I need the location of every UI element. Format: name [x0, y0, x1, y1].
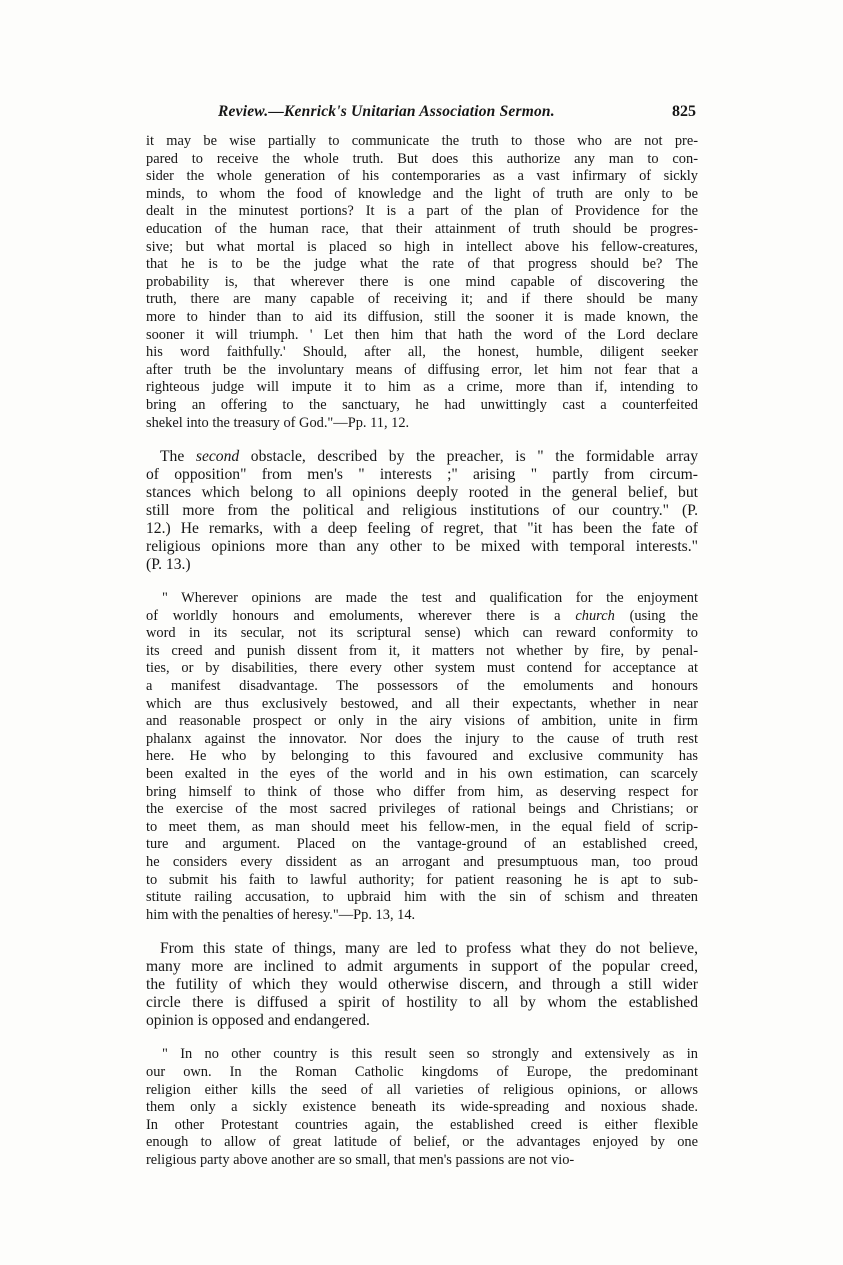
- text-line: enough to allow of great latitude of belief, or the advantages enjoyed by one: [146, 1134, 698, 1151]
- text-line: the exercise of the most sacred privileges of rational beings and Christians; or: [146, 801, 698, 818]
- text-line: religion either kills the seed of all varieties of religious opinions, or allows: [146, 1081, 698, 1098]
- text-line: religious party above another are so small, that men's passions are not vio-: [146, 1151, 575, 1168]
- text-line: after truth be the involuntary means of diffusing error, let him not fear that a: [146, 361, 698, 378]
- text-line: him with the penalties of heresy."—Pp. 13, 14.: [146, 906, 416, 923]
- text-line: word in its secular, not its scriptural sense) which can reward conformity to: [146, 625, 698, 642]
- text-line: education of the human race, that their attainment of truth should be progres-: [146, 220, 698, 237]
- text-line: probability is, that wherever there is one mind capable of discovering the: [146, 273, 698, 290]
- text-line: phalanx against the innovator. Nor does the injury to the cause of truth rest: [146, 730, 698, 747]
- text-line: righteous judge will impute it to him as a crime, more than if, intending to: [146, 379, 698, 396]
- text-line: of opposition" from men's " interests ;" arising " partly from circum-: [146, 466, 698, 484]
- text-line: our own. In the Roman Catholic kingdoms of Europe, the predominant: [146, 1063, 698, 1080]
- text-line: and reasonable prospect or only in the airy visions of ambition, unite in firm: [146, 713, 698, 730]
- text-paragraph: [146, 448, 698, 574]
- text-line: here. He who by belonging to this favoured and exclusive community has: [146, 748, 698, 765]
- text-line: bring himself to think of those who differ from him, as deserving respect for: [146, 783, 698, 800]
- body-text: [146, 133, 698, 1170]
- running-title: Review.—Kenrick's Unitarian Association Sermon.: [218, 103, 555, 120]
- text-line: to submit his faith to lawful authority; for patient reasoning he is apt to sub-: [146, 871, 698, 888]
- text-line: pared to receive the whole truth. But does this authorize any man to con-: [146, 150, 698, 167]
- quoted-passage: [146, 1046, 698, 1169]
- text-line: been exalted in the eyes of the world and in his own estimation, can scarcely: [146, 766, 698, 783]
- text-line: it may be wise partially to communicate the truth to those who are not pre-: [146, 133, 698, 149]
- text-line: the futility of which they would otherwise discern, and through a still wider: [146, 976, 698, 994]
- page-header: [148, 103, 696, 129]
- text-line: them only a sickly existence beneath its wide-spreading and noxious shade.: [146, 1099, 698, 1116]
- text-line: sider the whole generation of his contemporaries as a vast infirmary of sickly: [146, 168, 698, 185]
- text-line: ture and argument. Placed on the vantage-ground of an established creed,: [146, 836, 698, 853]
- text-line: its creed and punish dissent from it, it matters not whether by fire, by penal-: [146, 642, 698, 659]
- text-line: circle there is diffused a spirit of hostility to all by whom the established: [146, 994, 698, 1012]
- text-line: that he is to be the judge what the rate of that progress should be? The: [146, 256, 698, 273]
- text-line: sooner it will triumph. ' Let then him that hath the word of the Lord declare: [146, 326, 698, 343]
- text-line: to meet them, as man should meet his fellow-men, in the equal field of scrip-: [146, 818, 698, 835]
- text-line: a manifest disadvantage. The possessors of the emoluments and honours: [146, 678, 698, 695]
- text-line: From this state of things, many are led to profess what they do not believe,: [160, 940, 698, 958]
- text-line: In other Protestant countries again, the established creed is either flexible: [146, 1116, 698, 1133]
- text-line: stitute railing accusation, to upbraid him with the sin of schism and threaten: [146, 889, 698, 906]
- quoted-passage: [146, 590, 698, 924]
- quoted-passage: [146, 133, 698, 432]
- text-line: still more from the political and religious institutions of our country." (P.: [146, 502, 698, 520]
- text-line: shekel into the treasury of God."—Pp. 11, 12.: [146, 414, 410, 431]
- text-line: " Wherever opinions are made the test and qualification for the enjoyment: [162, 590, 698, 607]
- text-line: many more are inclined to admit arguments in support of the popular creed,: [146, 958, 698, 976]
- text-line: opinion is opposed and endangered.: [146, 1012, 370, 1030]
- text-line: ties, or by disabilities, there every other system must contend for acceptance at: [146, 660, 698, 677]
- text-line: 12.) He remarks, with a deep feeling of regret, that "it has been the fate of: [146, 520, 698, 538]
- text-line: his word faithfully.' Should, after all, the honest, humble, diligent seeker: [146, 344, 698, 361]
- text-line: which are thus exclusively bestowed, and all their expectants, whether in near: [146, 695, 698, 712]
- text-line: truth, there are many capable of receiving it; and if there should be many: [146, 291, 698, 308]
- text-line: religious opinions more than any other to be mixed with temporal interests.": [146, 538, 698, 556]
- text-paragraph: [146, 940, 698, 1030]
- text-line: minds, to whom the food of knowledge and the light of truth are only to be: [146, 185, 698, 202]
- text-line: he considers every dissident as an arrogant and presumptuous man, too proud: [146, 854, 698, 870]
- page-number: 825: [672, 103, 696, 120]
- text-line: (P. 13.): [146, 556, 191, 574]
- text-line: more to hinder than to aid its diffusion, still the sooner it is made known, the: [146, 308, 698, 325]
- text-line: of worldly honours and emoluments, wherever there is a church (using the: [146, 607, 698, 624]
- text-line: " In no other country is this result seen so strongly and extensively as in: [162, 1046, 698, 1063]
- text-line: The second obstacle, described by the preacher, is " the formidable array: [160, 448, 698, 466]
- text-line: bring an offering to the sanctuary, he had unwittingly cast a counterfeited: [146, 396, 698, 413]
- text-line: stances which belong to all opinions deeply rooted in the general belief, but: [146, 484, 698, 502]
- text-line: dealt in the minutest portions? It is a part of the plan of Providence for the: [146, 203, 698, 220]
- text-line: sive; but what mortal is placed so high in intellect above his fellow-creatures,: [146, 238, 698, 255]
